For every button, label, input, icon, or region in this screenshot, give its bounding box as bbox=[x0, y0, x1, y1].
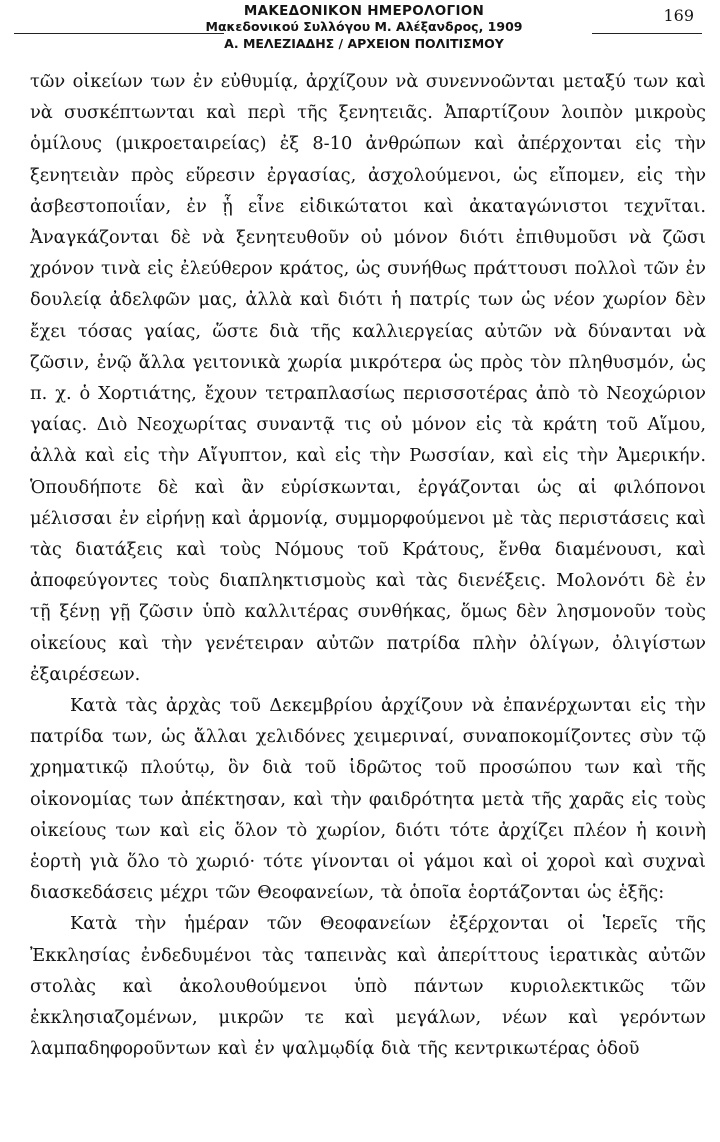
paragraph-epiphany: Κατὰ τὴν ἡμέραν τῶν Θεοφανείων ἐξέρχονται οἱ Ἱερεῖς τῆς Ἐκκλησίας ἐνδεδυμένοι τὰς ταπεινὰς καὶ ἀπερίττους ἱερατικὰς αὐτῶν στολὰς καὶ ἀκολουθούμενοι ὑπὸ πάντων κυριολεκτικῶς τῶν ἐκκλησιαζομένων, μικρῶν τε καὶ μεγάλων, νέων καὶ γερόντων λαμπαδηφοροῦντων καὶ ἐν ψαλμῳδίᾳ διὰ τῆς κεντρικωτέρας ὁδοῦ bbox=[30, 913, 706, 1060]
header-rule-right bbox=[592, 33, 702, 34]
header-publication-title: ΜΑΚΕΔΟΝΙΚΟΝ ΗΜΕΡΟΛΟΓΙΟΝ bbox=[243, 3, 485, 19]
paragraph-december-return: Κατὰ τὰς ἀρχὰς τοῦ Δεκεμβρίου ἀρχίζουν νὰ ἐπανέρχωνται εἰς τὴν πατρίδα των, ὡς ἄλλαι χελιδόνες χειμεριναί, συναποκομίζοντες σὺν τῷ χρηματικῷ πλούτῳ, ὃν διὰ τοῦ ἱδρῶτος τοῦ προσώπου των καὶ τῆς οἰκονομίας των ἀπέκτησαν, καὶ τὴν φαιδρότητα μετὰ τῆς χαρᾶς εἰς τοὺς οἰκείους των καὶ εἰς ὅλον τὸ χωρίον, διότι τότε ἀρχίζει πλέον ἡ κοινὴ ἑορτὴ γιὰ ὅλο τὸ χωριό· τότε γίνονται οἱ γάμοι καὶ οἱ χοροὶ καὶ συχναὶ διασκεδάσεις μέχρι τῶν Θεοφανείων, τὰ ὁποῖα ἑορτάζονται ὡς ἑξῆς: bbox=[30, 695, 706, 904]
page-number: 169 bbox=[663, 6, 694, 25]
running-header bbox=[22, 0, 706, 56]
header-publisher-line: Μακεδονικού Συλλόγου Μ. Αλέξανδρος, 1909 bbox=[205, 19, 523, 34]
paragraph-continuation: τῶν οἰκείων των ἐν εὐθυμίᾳ, ἀρχίζουν νὰ συνεννοῶνται μεταξύ των καὶ νὰ συσκέπτωνται καὶ περὶ τῆς ξενητειᾶς. Ἀπαρτίζουν λοιπὸν μικροὺς ὁμίλους (μικροεταιρείας) ἐξ 8-10 ἀνθρώπων καὶ ἀπέρχονται εἰς τὴν ξενητειὰν πρὸς εὕρεσιν ἐργασίας, ἀσχολούμενοι, ὡς εἴπομεν, εἰς τὴν ἀσβεστοποιΐαν, ἐν ᾗ εἶνε εἰδικώτατοι καὶ ἀκαταγώνιστοι τεχνῖται. Ἀναγκάζονται δὲ νὰ ξενητευθοῦν οὐ μόνον διότι ἐπιθυμοῦσι νὰ ζῶσι χρόνον τινὰ εἰς ἐλεύθερον κράτος, ὡς συνήθως πράττουσι πολλοὶ τῶν ἐν δουλείᾳ ἀδελφῶν μας, ἀλλὰ καὶ διότι ἡ πατρίς των ὡς νέον χωρίον δὲν ἔχει τόσας γαίας, ὥστε διὰ τῆς καλλιεργείας αὐτῶν νὰ δύνανται νὰ ζῶσιν, ἐνῷ ἄλλα γειτονικὰ χωρία μικρότερα ὡς πρὸς τὸν πληθυσμόν, ὡς π. χ. ὁ Χορτιάτης, ἔχουν τετραπλασίως περισσοτέρας ἀπὸ τὸ Νεοχώριον γαίας. Διὸ Νεοχωρίτας συναντᾷ τις οὐ μόνον εἰς τὰ κράτη τοῦ Αἵμου, ἀλλὰ καὶ εἰς τὴν Αἴγυπτον, καὶ εἰς τὴν Ρωσσίαν, καὶ εἰς τὴν Ἀμερικήν. Ὁπουδήποτε δὲ καὶ ἂν εὑρίσκωνται, ἐργάζονται ὡς αἱ φιλόπονοι μέλισσαι ἐν εἰρήνῃ καὶ ἁρμονίᾳ, συμμορφούμενοι μὲ τὰς περιστάσεις καὶ τὰς διατάξεις καὶ τοὺς Νόμους τοῦ Κράτους, ἔνθα διαμένουσι, καὶ ἀποφεύγοντες τοὺς διαπληκτισμοὺς καὶ τὰς διενέξεις. Μολονότι δὲ ἐν τῇ ξένῃ γῇ ζῶσιν ὑπὸ καλλιτέρας συνθήκας, ὅμως δὲν λησμονοῦν τοὺς οἰκείους καὶ τὴν γενέτειραν αὐτῶν πατρίδα πλὴν ὀλίγων, ὀλιγίστων ἐξαιρέσεων. bbox=[30, 71, 706, 685]
header-archive-line: Α. ΜΕΛΕΖΙΑΔΗΣ / ΑΡΧΕΙΟΝ ΠΟΛΙΤΙΣΜΟΥ bbox=[224, 36, 504, 51]
body-text bbox=[30, 66, 706, 1065]
